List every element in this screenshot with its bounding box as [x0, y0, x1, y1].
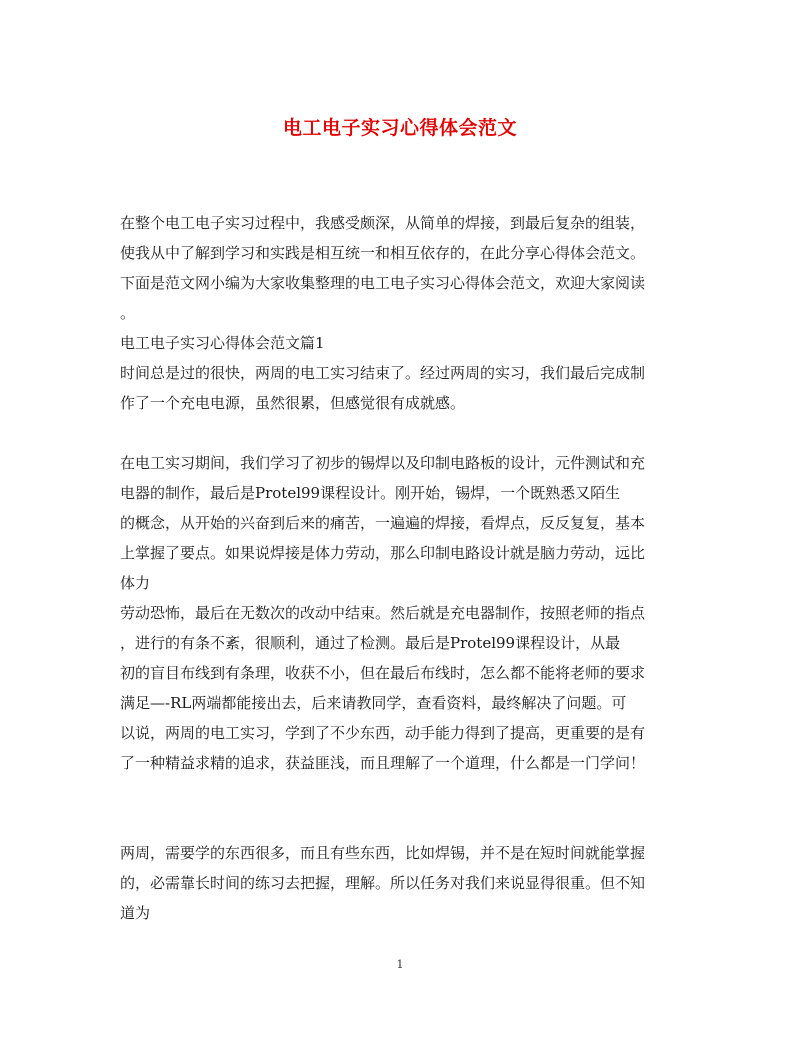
paragraph-gap	[120, 418, 690, 448]
body-line: 使我从中了解到学习和实践是相互统一和相互依存的，在此分享心得体会范文。	[120, 244, 646, 262]
body-line: 电器的制作，最后是Protel99课程设计。刚开始，锡焊，一个既熟悉又陌生	[120, 484, 621, 502]
section-heading: 电工电子实习心得体会范文篇1	[120, 334, 325, 352]
body-line: 的，必需靠长时间的练习去把握，理解。所以任务对我们来说显得很重。但不知	[120, 874, 646, 892]
body-line: 作了一个充电电源，虽然很累，但感觉很有成就感。	[120, 394, 466, 412]
body-line: 了一种精益求精的追求，获益匪浅，而且理解了一个道理，什么都是一门学问！	[120, 754, 646, 772]
body-line: 在电工实习期间，我们学习了初步的锡焊以及印制电路板的设计，元件测试和充	[120, 454, 646, 472]
body-line: 以说，两周的电工实习，学到了不少东西，动手能力得到了提高，更重要的是有	[120, 724, 646, 742]
document-title: 电工电子实习心得体会范文	[282, 117, 517, 139]
body-line: 劳动恐怖，最后在无数次的改动中结束。然后就是充电器制作，按照老师的指点	[120, 604, 646, 622]
body-line: 时间总是过的很快，两周的电工实习结束了。经过两周的实习，我们最后完成制	[120, 364, 646, 382]
body-line: 在整个电工电子实习过程中，我感受颇深，从简单的焊接，到最后复杂的组装，	[120, 214, 646, 232]
paragraph-gap	[120, 778, 690, 808]
paragraph-gap	[120, 808, 690, 838]
document-body	[120, 208, 690, 928]
body-line: 上掌握了要点。如果说焊接是体力劳动，那么印制电路设计就是脑力劳动，远比	[120, 544, 646, 562]
body-line: 道为	[120, 904, 151, 922]
body-line: ，进行的有条不紊，很顺利，通过了检测。最后是Protel99课程设计，从最	[120, 634, 621, 652]
body-line: 。	[120, 304, 136, 322]
body-line: 两周，需要学的东西很多，而且有些东西，比如焊锡，并不是在短时间就能掌握	[120, 844, 646, 862]
body-line: 体力	[120, 574, 151, 592]
body-line: 的概念，从开始的兴奋到后来的痛苦，一遍遍的焊接，看焊点，反反复复，基本	[120, 514, 646, 532]
body-line: 下面是范文网小编为大家收集整理的电工电子实习心得体会范文，欢迎大家阅读	[120, 274, 646, 292]
body-line: 初的盲目布线到有条理，收获不小，但在最后布线时，怎么都不能将老师的要求	[120, 664, 646, 682]
body-line: 满足—-RL两端都能接出去，后来请教同学，查看资料，最终解决了问题。可	[120, 694, 627, 712]
page-number: 1	[396, 958, 404, 971]
